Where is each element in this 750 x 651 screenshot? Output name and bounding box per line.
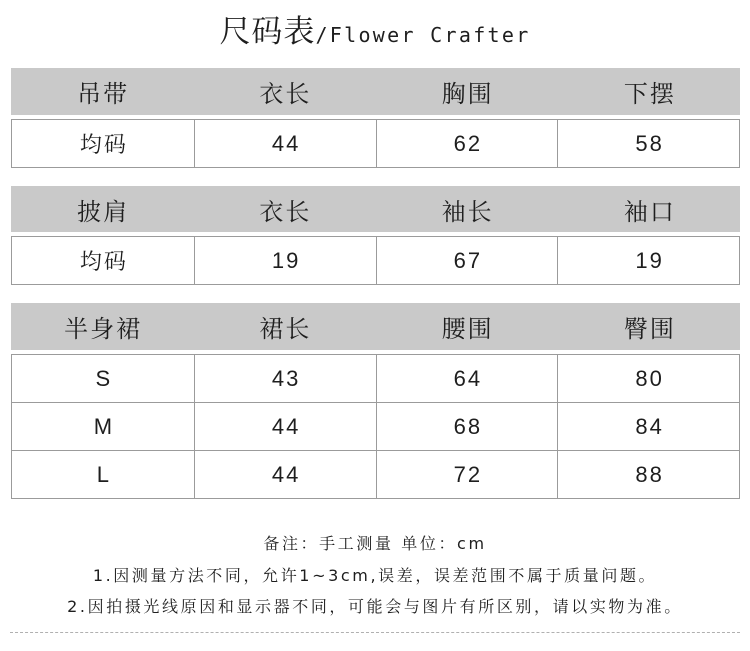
table-header-row — [11, 186, 740, 232]
dashed-divider — [10, 632, 740, 633]
page-title — [0, 10, 750, 54]
table-header-row — [11, 303, 740, 350]
title-brand: /Flower Crafter — [315, 23, 531, 47]
table-cell: 44 — [194, 120, 376, 167]
table-cell: 19 — [557, 237, 739, 284]
table-cell: 67 — [376, 237, 558, 284]
header-cell: 衣长 — [259, 197, 312, 226]
table-row — [12, 402, 739, 450]
title-main: 尺码表 — [219, 14, 316, 50]
table-body — [11, 119, 740, 168]
table-row — [12, 450, 739, 498]
table-cell: 19 — [194, 237, 376, 284]
notes-heading: 备注：手工测量 单位：cm — [263, 534, 487, 553]
header-cell: 胸围 — [441, 80, 494, 108]
camisole-size-table — [11, 68, 740, 168]
header-cell: 裙长 — [259, 315, 312, 343]
table-cell: 均码 — [79, 132, 128, 157]
table-row — [12, 120, 739, 167]
table-cell: 88 — [557, 451, 739, 498]
table-cell: 64 — [376, 355, 558, 402]
table-cell: S — [95, 365, 113, 391]
header-cell: 吊带 — [77, 80, 130, 108]
table-row — [12, 237, 739, 284]
header-cell: 半身裙 — [64, 315, 143, 343]
table-header-row — [11, 68, 740, 115]
table-cell: 80 — [557, 355, 739, 402]
table-row — [12, 355, 739, 402]
header-cell: 袖口 — [623, 197, 676, 226]
header-cell: 臀围 — [623, 315, 676, 343]
shawl-size-table — [11, 186, 740, 285]
table-body — [11, 236, 740, 285]
header-cell: 披肩 — [77, 197, 130, 226]
note-item: 1.因测量方法不同，允许1~3cm,误差，误差范围不属于质量问题。 — [92, 566, 658, 585]
table-cell: 72 — [376, 451, 558, 498]
header-cell: 腰围 — [441, 315, 494, 343]
table-cell: 43 — [194, 355, 376, 402]
table-cell: M — [93, 413, 115, 439]
table-cell: 44 — [194, 403, 376, 450]
table-cell: 58 — [557, 120, 739, 167]
table-cell: 62 — [376, 120, 558, 167]
table-cell: L — [96, 461, 111, 487]
header-cell: 衣长 — [259, 80, 312, 108]
table-body — [11, 354, 740, 499]
note-item: 2.因拍摄光线原因和显示器不同，可能会与图片有所区别，请以实物为准。 — [67, 597, 683, 616]
table-cell: 68 — [376, 403, 558, 450]
header-cell: 袖长 — [441, 197, 494, 226]
skirt-size-table — [11, 303, 740, 499]
header-cell: 下摆 — [623, 80, 676, 108]
table-cell: 44 — [194, 451, 376, 498]
table-cell: 均码 — [79, 249, 128, 274]
table-cell: 84 — [557, 403, 739, 450]
